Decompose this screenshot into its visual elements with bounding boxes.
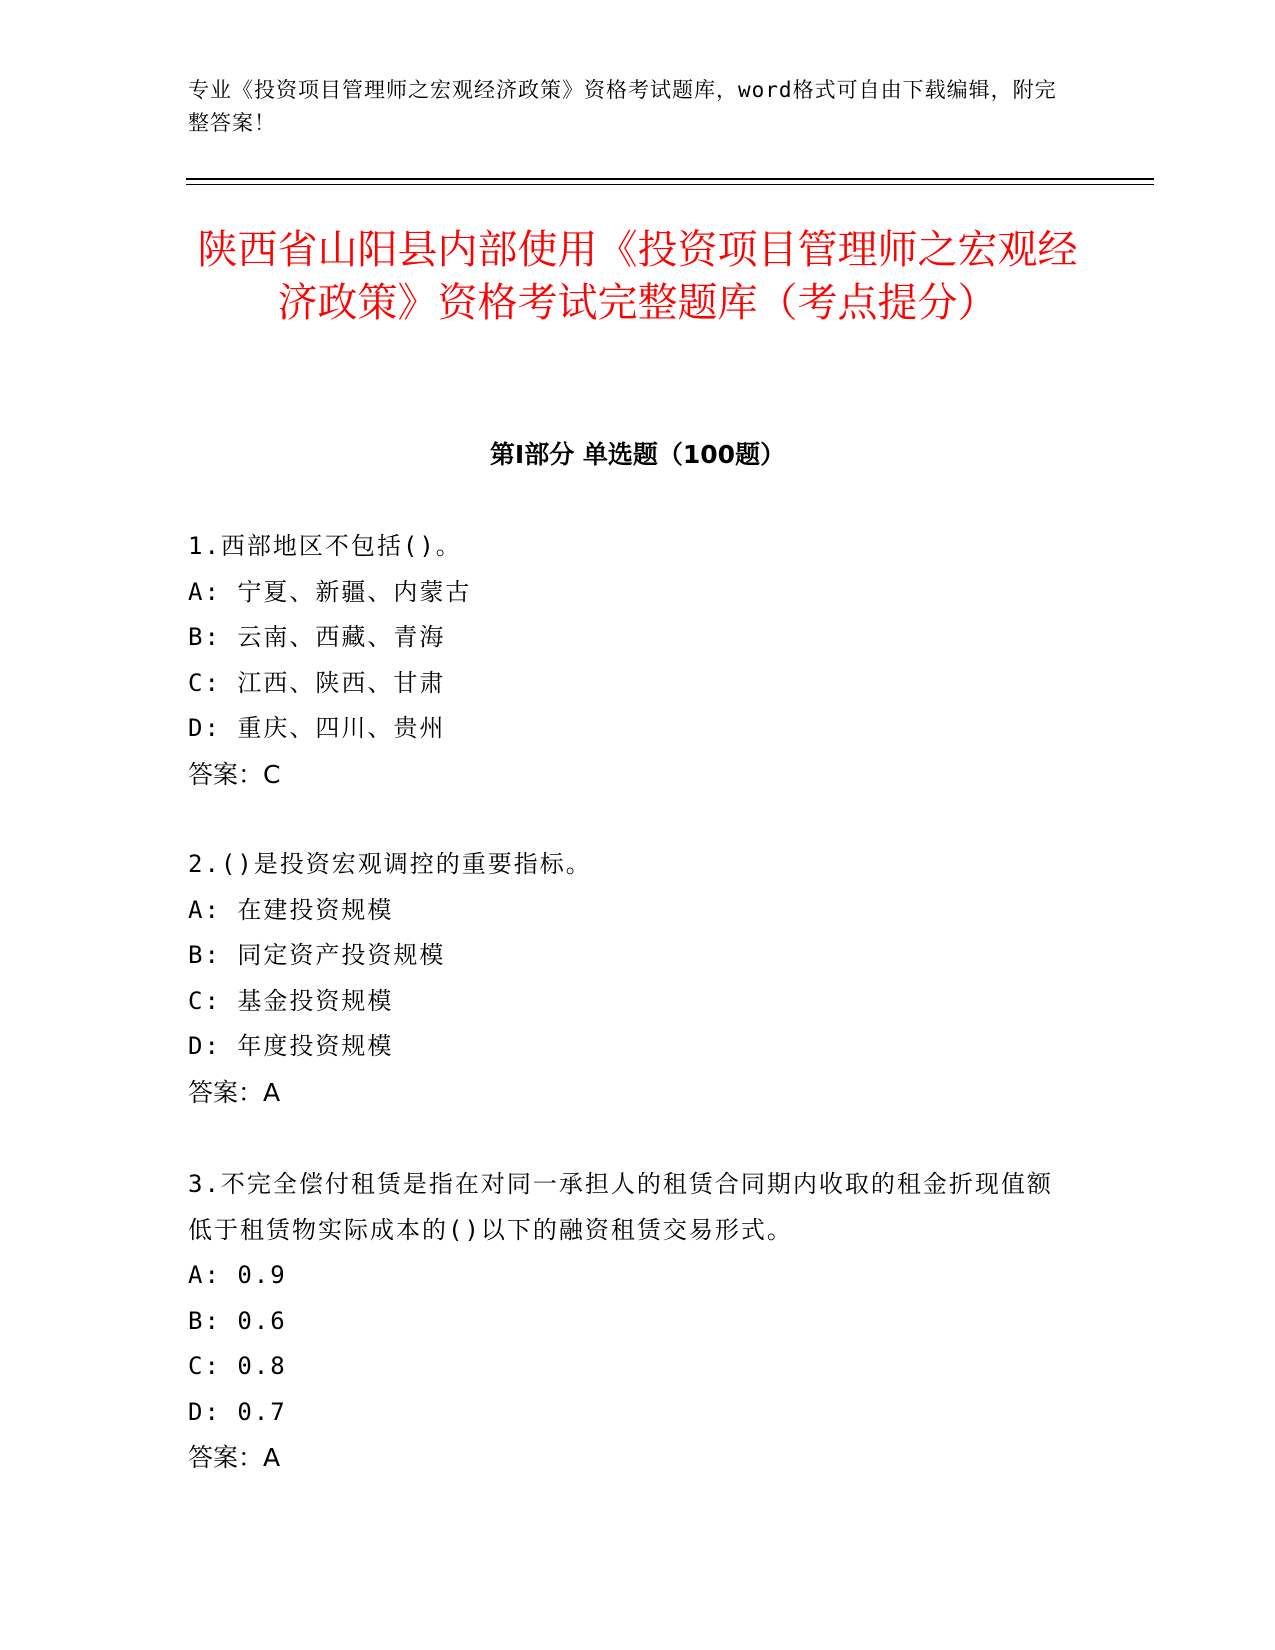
option-b: B: 云南、西藏、青海	[188, 623, 446, 651]
section-heading: 第I部分 单选题（100题）	[489, 440, 786, 469]
option-c: C: 0.8	[188, 1352, 287, 1380]
option-a: A: 宁夏、新疆、内蒙古	[188, 577, 472, 606]
option-d: D: 0.7	[188, 1397, 287, 1426]
option-d: D: 年度投资规模	[188, 1032, 394, 1060]
answer-line: 答案：A	[188, 1443, 281, 1472]
option-c: C: 基金投资规模	[188, 986, 394, 1015]
answer-line: 答案：A	[188, 1077, 281, 1107]
header-note: 专业《投资项目管理师之宏观经济政策》资格考试题库，word格式可自由下载编辑，附完整答案！	[188, 78, 1057, 135]
header-rule-thin	[186, 184, 1154, 185]
question-stem: 2.()是投资宏观调控的重要指标。	[188, 850, 592, 878]
answer-line: 答案：C	[188, 759, 281, 789]
question-item	[188, 524, 1068, 797]
question-stem: 3.不完全偿付租赁是指在对同一承担人的租赁合同期内收取的租金折现值额低于租赁物实际成本的()以下的融资租赁交易形式。	[188, 1170, 1053, 1244]
question-stem: 1.西部地区不包括()。	[188, 532, 462, 560]
option-b: B: 同定资产投资规模	[188, 941, 446, 969]
option-b: B: 0.6	[188, 1306, 287, 1335]
option-a: A: 在建投资规模	[188, 895, 394, 924]
document-title: 陕西省山阳县内部使用《投资项目管理师之宏观经济政策》资格考试完整题库（考点提分）	[197, 227, 1078, 326]
option-c: C: 江西、陕西、甘肃	[188, 668, 446, 697]
question-item	[188, 1162, 1068, 1481]
option-d: D: 重庆、四川、贵州	[188, 714, 446, 742]
header-rule-thick	[186, 178, 1154, 180]
option-a: A: 0.9	[188, 1261, 287, 1289]
question-item	[188, 842, 1068, 1115]
